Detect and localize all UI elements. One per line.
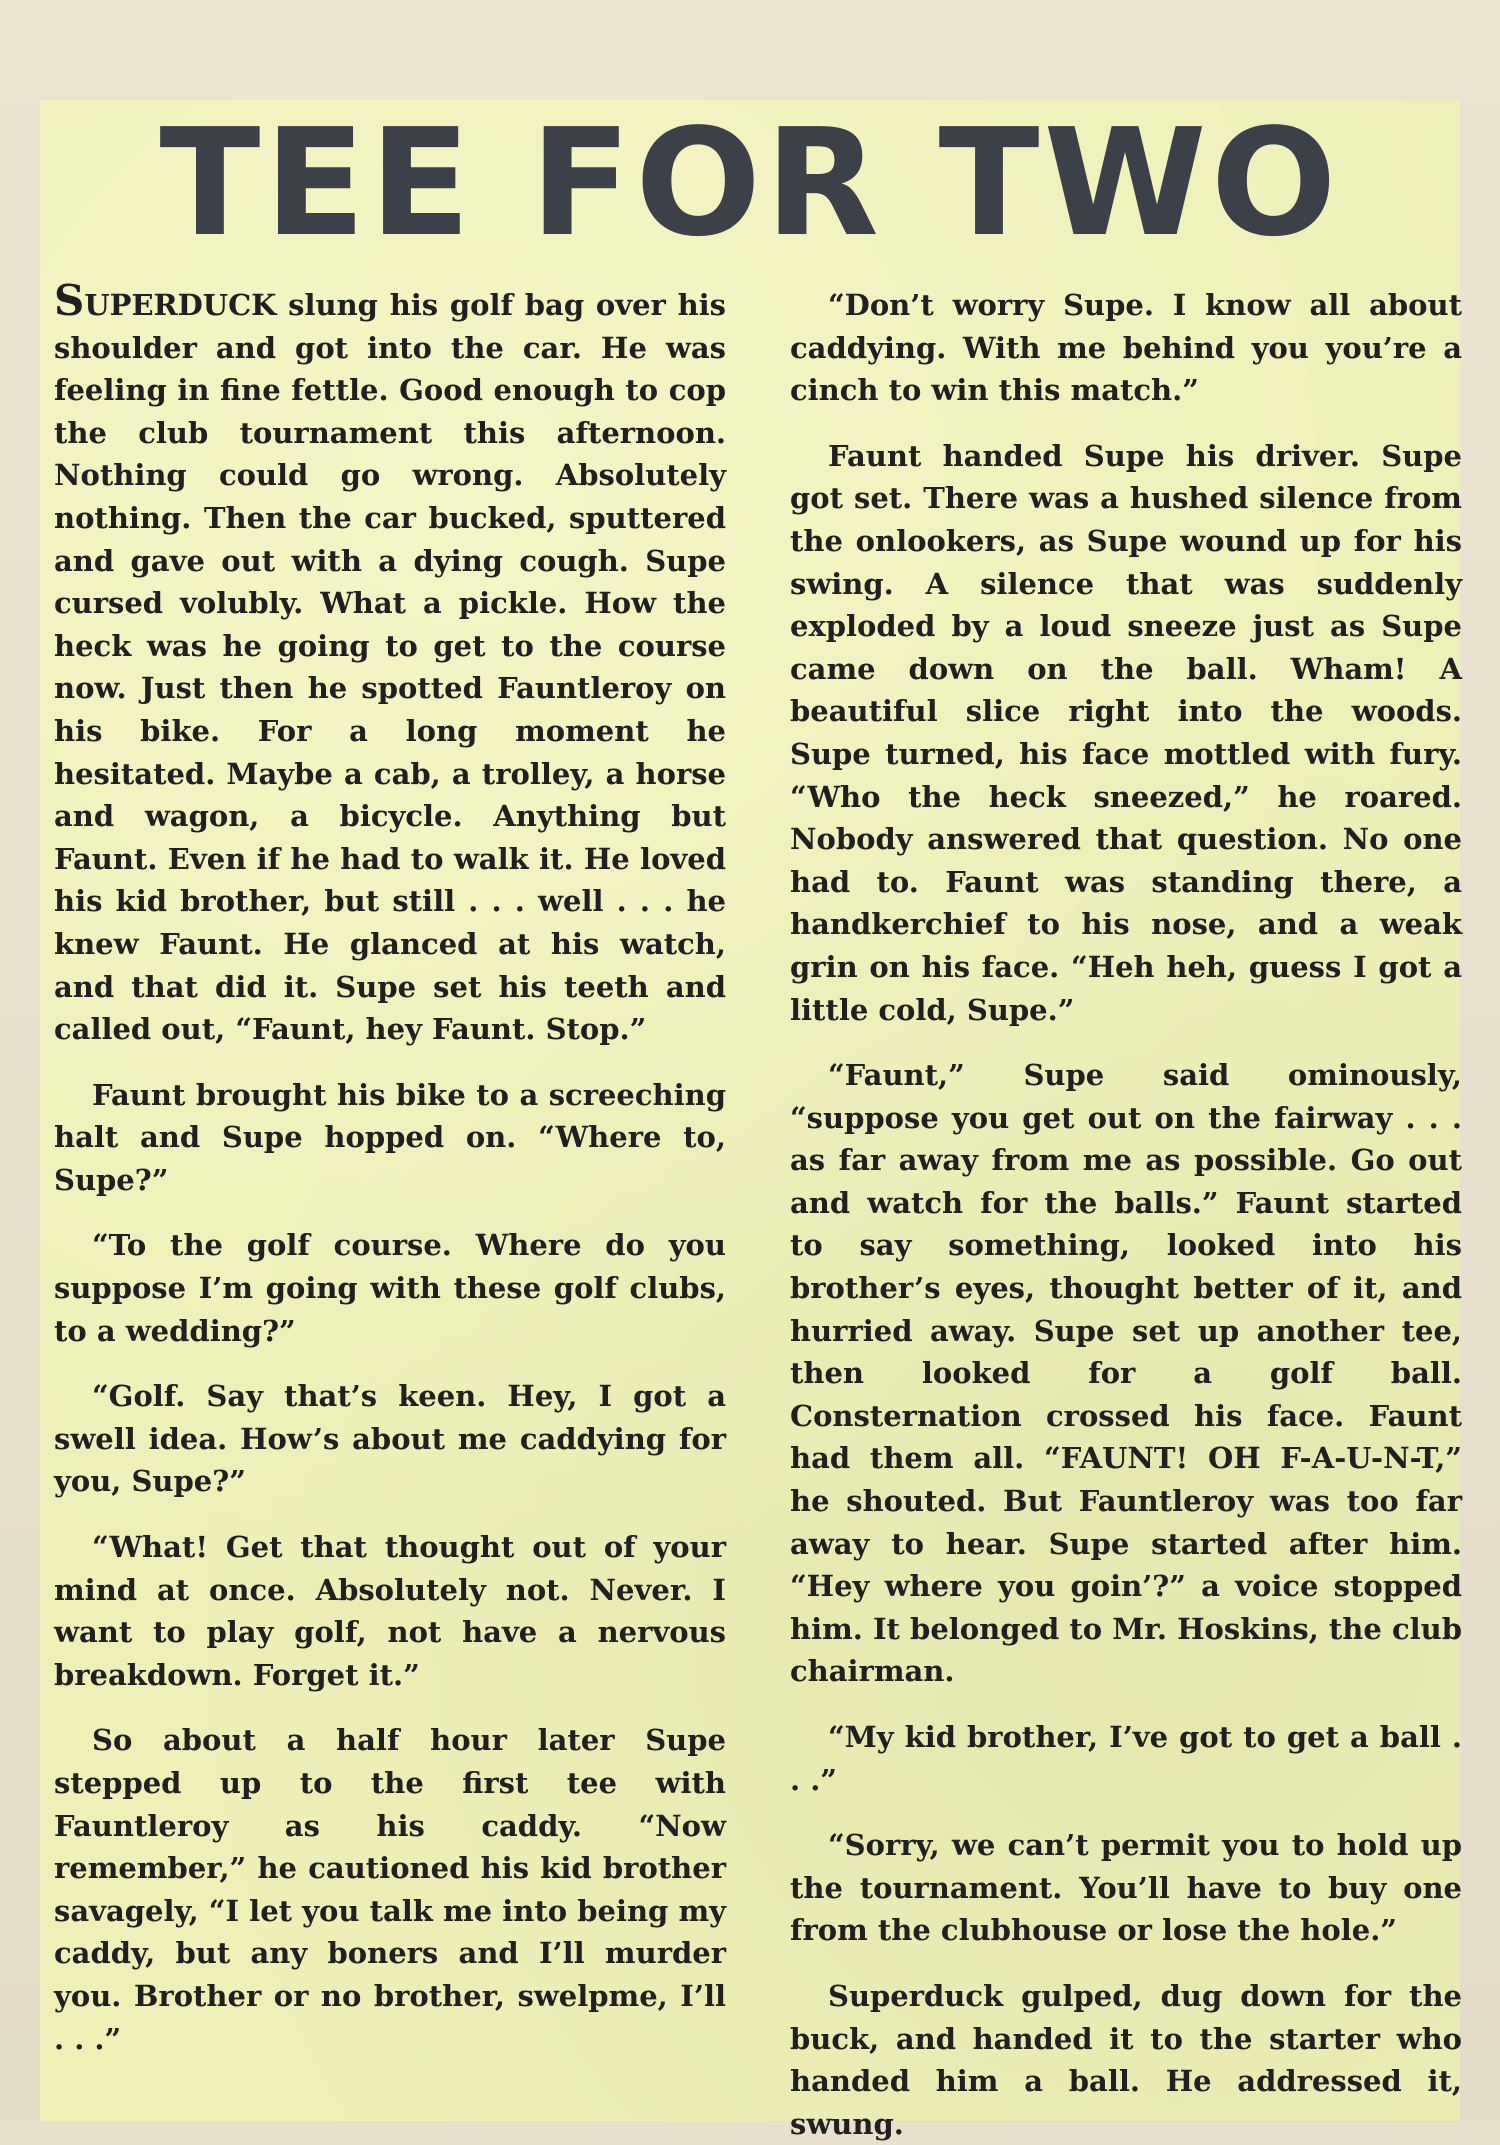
paragraph: “Faunt,” Supe said ominously, “suppose you get out on the fairway . . . as far away from me as possible. Go out and watch for the balls.” Faunt started to say something, looked into his brother’s eyes, thought better of it, and hurried away. Supe set up another tee, then looked for a golf ball. Consternation crossed his face. Faunt had them all. “FAUNT! OH F-A-U-N-T,” he shouted. But Fauntleroy was too far away to hear. Supe started after him. “Hey where you goin’?” a voice stopped him. It belonged to Mr. Hoskins, the club chairman. [790, 1058, 1462, 1689]
paragraph: “My kid brother, I’ve got to get a ball . . .” [790, 1720, 1462, 1797]
right-column [790, 284, 1462, 2145]
left-column [54, 276, 726, 2060]
paragraph: Superduck gulped, dug down for the buck, and handed it to the starter who handed him a ball. He addressed it, swung. [790, 1978, 1462, 2141]
paragraph: So about a half hour later Supe stepped up to the first tee with Fauntleroy as his caddy. “Now remember,” he cautioned his kid brother savagely, “I let you talk me into being my caddy, but any boners and I’ll murder you. Brother or no brother, swelpme, I’ll . . .” [54, 1723, 726, 2056]
paragraph: “To the golf course. Where do you suppose I’m going with these golf clubs, to a wedding?” [54, 1228, 726, 1348]
paragraph: “Sorry, we can’t permit you to hold up the tournament. You’ll have to buy one from the clubhouse or lose the hole.” [790, 1828, 1462, 1948]
paragraph: “What! Get that thought out of your mind at once. Absolutely not. Never. I want to play golf, not have a nervous breakdown. Forget it.” [54, 1530, 726, 1692]
paragraph: Faunt handed Supe his driver. Supe got set. There was a hushed silence from the onlookers, as Supe wound up for his swing. A silence that was suddenly exploded by a loud sneeze just as Supe came down on the ball. Wham! A beautiful slice right into the woods. Supe turned, his face mottled with fury. “Who the heck sneezed,” he roared. Nobody answered that question. No one had to. Faunt was standing there, a handkerchief to his nose, and a weak grin on his face. “Heh heh, guess I got a little cold, Supe.” [790, 438, 1462, 1027]
paragraph: “Golf. Say that’s keen. Hey, I got a swell idea. How’s about me caddying for you, Supe?” [54, 1379, 726, 1499]
paragraph: “Don’t worry Supe. I know all about caddying. With me behind you you’re a cinch to win this match.” [790, 288, 1462, 408]
drop-cap: S [54, 276, 85, 325]
paragraph: Faunt brought his bike to a screeching halt and Supe hopped on. “Where to, Supe?” [54, 1077, 726, 1197]
opening-text: slung his golf bag over his shoulder and got into the car. He was feeling in fine fettle. Good enough to cop the club tournament this afternoon. Nothing could go wrong. Absolutely nothing. Then the car bucked, sputtered and gave out with a dying cough. Supe cursed volubly. What a pickle. How the heck was he going to get to the course now. Just then he spotted Fauntleroy on his bike. For a long moment he hesitated. Maybe a cab, a trolley, a horse and wagon, a bicycle. Anything but Faunt. Even if he had to walk it. He loved his kid brother, but still . . . well . . . he knew Faunt. He glanced at his watch, and that did it. Supe set his teeth and called out, “Faunt, hey Faunt. Stop.” [54, 288, 726, 1047]
lead-in-word: UPERDUCK [84, 288, 277, 322]
opening-paragraph [54, 276, 726, 1051]
story-title: TEE FOR TWO [159, 97, 1341, 269]
